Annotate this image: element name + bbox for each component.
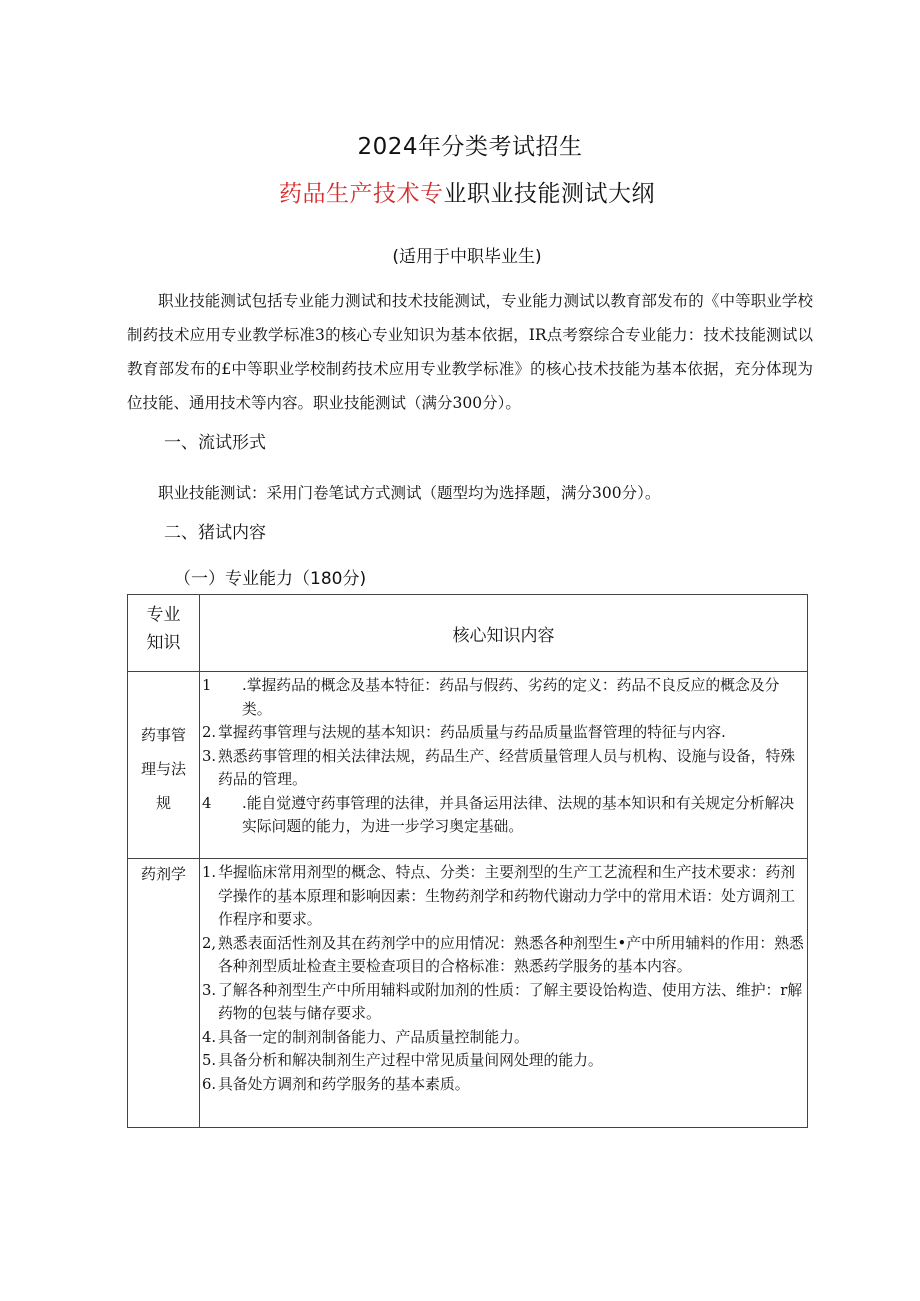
item-number: 6.: [202, 1075, 217, 1093]
content-cell: [200, 672, 808, 859]
item-text: .能自觉遵守药事管理的法律，并具备运用法律、法规的基本知识和有关规定分析解决实际问题的能力，为进一步学习奥定基础。: [242, 794, 795, 835]
list-item: [200, 745, 807, 792]
list-item: [200, 721, 807, 745]
item-text: 具备一定的制剂制备能力、产品质量控制能力。: [218, 1028, 529, 1046]
subject-line: 药剂学: [140, 865, 186, 883]
section-format-text: 职业技能测试：采用门卷笔试方式测试（题型均为选择题，满分300分）。: [158, 484, 661, 502]
list-item: [200, 861, 807, 932]
title-black-part: 业职业技能测试大纲: [443, 181, 655, 207]
knowledge-list: [200, 672, 807, 855]
subsection-heading-ability: （一）专业能力（180分): [174, 569, 367, 589]
item-text: 具备处方调剂和药学服务的基本素质。: [218, 1075, 470, 1093]
section-heading-content: 二、猪试内容: [164, 523, 266, 543]
document-scope: (适用于中职毕业生): [392, 247, 542, 267]
intro-paragraph: 职业技能测试包括专业能力测试和技术技能测试，专业能力测试以教育部发布的《中等职业学校制药技术应用专业教学标准3的核心专业知识为基本依据，IR点考察综合专业能力：技术技能测试以教育部发布的£中等职业学校制药技术应用专业教学标准》的核心技术技能为基本依据，充分体现为位技能、通用技术等内容。职业技能测试（满分300分）。: [127, 292, 813, 412]
item-number: 4: [202, 794, 212, 812]
table-row: [128, 859, 808, 1128]
table-row: [128, 672, 808, 859]
item-number: 2.: [202, 724, 217, 741]
section-heading-format: 一、流试形式: [164, 433, 266, 453]
subject-cell: [128, 859, 200, 1128]
item-number: 5.: [202, 1052, 217, 1069]
list-item: [200, 979, 807, 1026]
item-number: 3.: [202, 981, 217, 999]
item-number: 4.: [202, 1028, 217, 1046]
item-number: 3.: [202, 747, 217, 765]
table-header-row: [128, 595, 808, 672]
item-text: 华握临床常用剂型的概念、特点、分类：主要剂型的生产工艺流程和生产技术要求：药剂学操作的基本原理和影响因素：生物药剂学和药物代谢动力学中的常用术语：处方调剂工作程序和要求。: [218, 864, 796, 928]
item-text: 熟悉药事管理的相关法律法规，药品生产、经营质量管理人员与机构、设施与设备，特殊药品的管理。: [218, 747, 796, 788]
knowledge-table: [127, 594, 808, 1128]
subject-line: 药事管: [140, 726, 186, 744]
list-item: [200, 932, 807, 979]
item-number: 2,: [202, 934, 217, 952]
item-text: 掌握药事管理与法规的基本知识：药品质量与药品质量监督管理的特征与内容.: [218, 724, 726, 741]
subject-cell: [128, 672, 200, 859]
knowledge-list: [200, 859, 807, 1100]
header-subject-line: 专业: [146, 605, 181, 625]
item-text: 了解各种剂型生产中所用辅料或附加剂的性质：了解主要设饴构造、使用方法、维护：r解药物的包装与储存要求。: [218, 981, 803, 1022]
item-number: 1.: [202, 864, 217, 881]
item-text: .掌握药品的概念及基本特征：药品与假药、劣药的定义：药品不良反应的概念及分类。: [242, 677, 780, 718]
list-item: [200, 1049, 807, 1073]
item-text: 熟悉表面活性剂及其在药剂学中的应用情况：熟悉各种剂型生•产中所用辅料的作用：熟悉各种剂型质址检查主要检查项目的合格标准：熟悉药学服务的基本内容。: [218, 934, 804, 975]
list-item: [200, 792, 807, 839]
list-item: [200, 1073, 807, 1097]
header-subject-cell: [128, 595, 200, 672]
item-text: 具备分析和解决制剂生产过程中常见质量间网处理的能力。: [218, 1052, 603, 1069]
list-item: [200, 674, 807, 721]
subject-line: 规: [155, 794, 171, 812]
item-number: 1: [202, 677, 212, 694]
title-red-part: 药品生产技术专: [279, 181, 444, 207]
document-title: 2024年分类考试招生: [357, 134, 583, 160]
content-cell: [200, 859, 808, 1128]
header-content-cell: 核心知识内容: [200, 595, 808, 672]
list-item: [200, 1026, 807, 1050]
document-subject-title: [0, 178, 920, 210]
header-subject-line: 知识: [146, 633, 181, 653]
subject-line: 理与法: [140, 760, 186, 778]
